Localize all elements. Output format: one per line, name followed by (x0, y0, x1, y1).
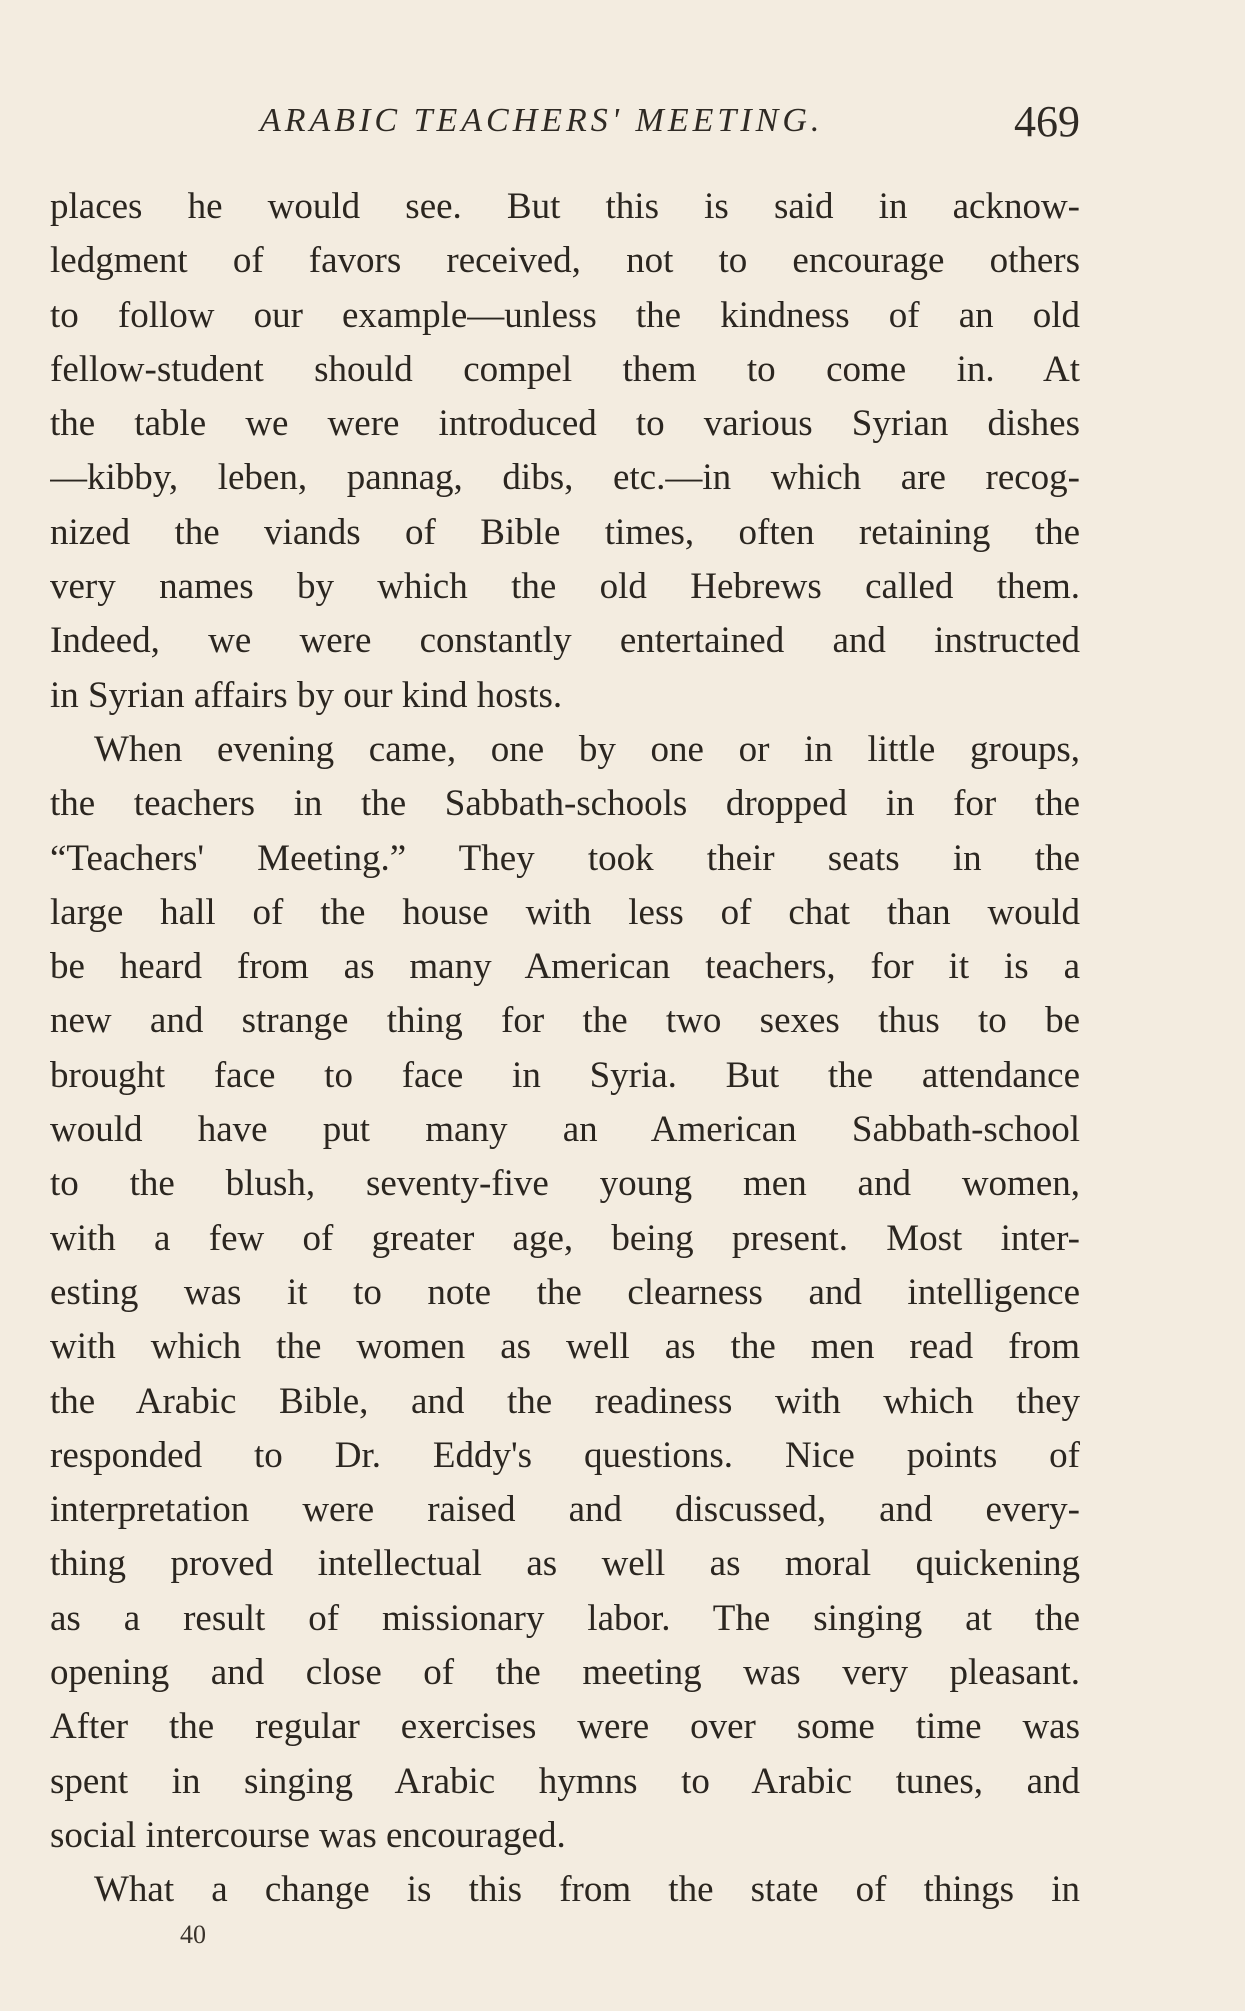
text-line: thing proved intellectual as well as moral quickening (50, 1543, 1080, 1585)
text-line: very names by which the old Hebrews called them. (50, 566, 1080, 608)
text-line: nized the viands of Bible times, often retaining the (50, 511, 1080, 553)
text-line: new and strange thing for the two sexes thus to be (50, 1000, 1080, 1042)
body-text (50, 180, 1080, 1918)
running-title: ARABIC TEACHERS' MEETING. (260, 102, 824, 139)
paragraph-start-line: When evening came, one by one or in little groups, (94, 728, 1080, 770)
text-line: social intercourse was encouraged. (50, 1814, 566, 1856)
text-line: with a few of greater age, being present. Most inter- (50, 1217, 1080, 1259)
text-line: places he would see. But this is said in acknow- (50, 186, 1080, 227)
text-line: spent in singing Arabic hymns to Arabic tunes, and (50, 1760, 1080, 1802)
text-line: the teachers in the Sabbath-schools dropped in for the (50, 783, 1080, 825)
text-line: ledgment of favors received, not to encourage others (50, 240, 1080, 282)
text-line: the table we were introduced to various Syrian dishes (50, 403, 1080, 445)
text-line: interpretation were raised and discussed, and every- (50, 1489, 1080, 1531)
text-line: After the regular exercises were over some time was (50, 1706, 1080, 1748)
paragraph-start-line: What a change is this from the state of things in (94, 1869, 1080, 1911)
running-head (50, 96, 1080, 156)
text-line: in Syrian affairs by our kind hosts. (50, 674, 563, 716)
text-line: the Arabic Bible, and the readiness with which they (50, 1380, 1080, 1422)
text-line: large hall of the house with less of chat than would (50, 891, 1080, 933)
page-number: 469 (1014, 97, 1080, 146)
text-line: be heard from as many American teachers, for it is a (50, 946, 1080, 988)
text-line: opening and close of the meeting was very pleasant. (50, 1652, 1080, 1694)
text-line: esting was it to note the clearness and intelligence (50, 1271, 1080, 1313)
text-line: to follow our example—unless the kindness of an old (50, 294, 1080, 336)
text-line: fellow-student should compel them to come in. At (50, 348, 1080, 390)
text-line: Indeed, we were constantly entertained and instructed (50, 620, 1080, 662)
text-line: with which the women as well as the men read from (50, 1326, 1080, 1368)
text-line: as a result of missionary labor. The singing at the (50, 1597, 1080, 1639)
text-line: “Teachers' Meeting.” They took their seats in the (50, 837, 1080, 879)
text-line: —kibby, leben, pannag, dibs, etc.—in which are recog- (50, 457, 1080, 499)
text-line: brought face to face in Syria. But the attendance (50, 1054, 1080, 1096)
signature-mark: 40 (180, 1920, 206, 1949)
text-line: to the blush, seventy-five young men and women, (50, 1163, 1080, 1205)
text-line: responded to Dr. Eddy's questions. Nice points of (50, 1434, 1080, 1476)
text-line: would have put many an American Sabbath-school (50, 1109, 1080, 1151)
